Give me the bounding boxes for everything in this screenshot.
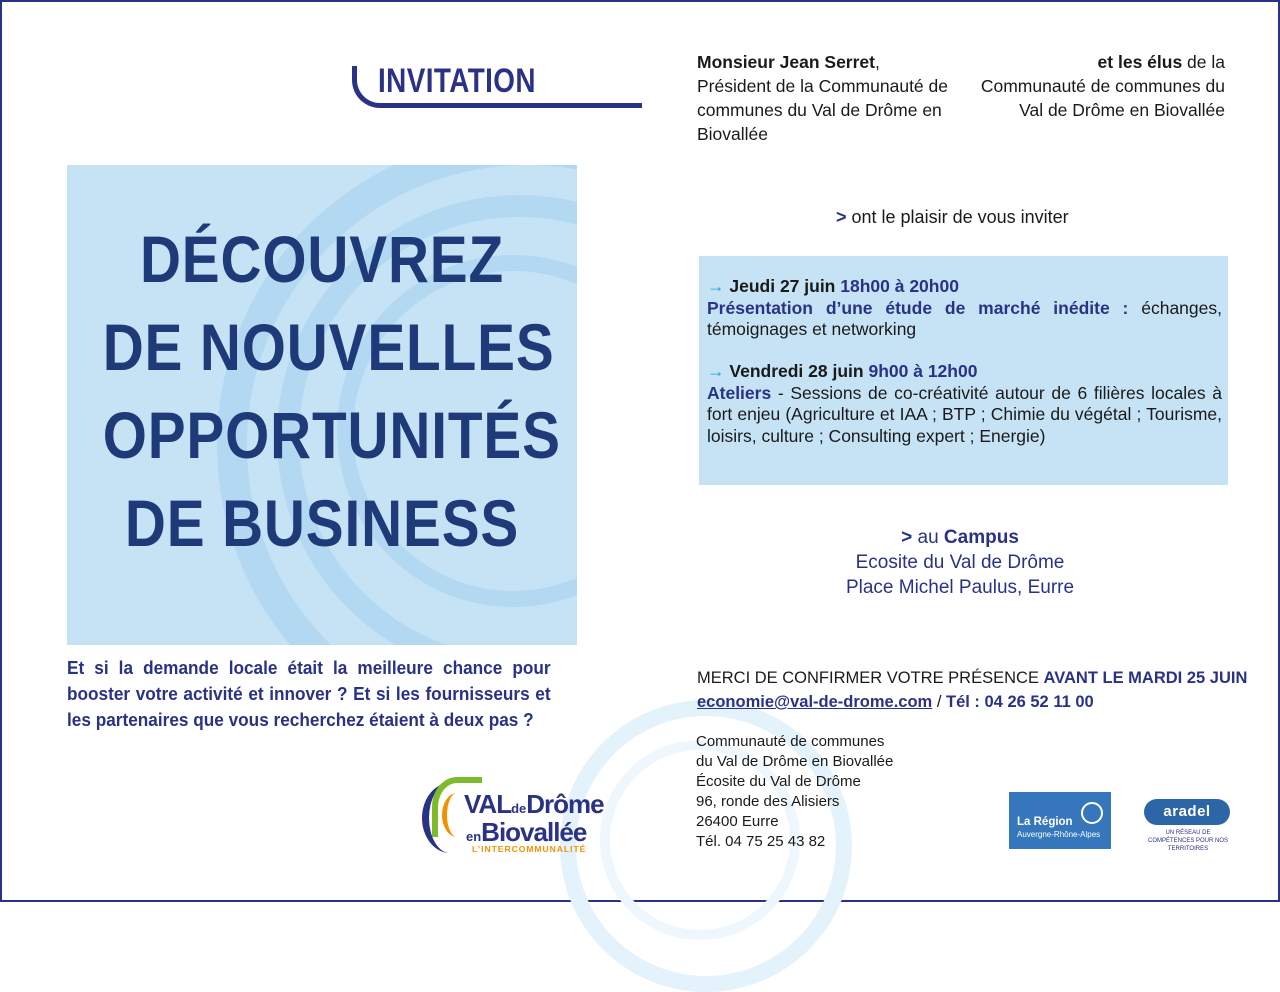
- events-panel: [699, 256, 1228, 485]
- rsvp-phone: Tél : 04 26 52 11 00: [946, 693, 1094, 711]
- region-name: La Région: [1017, 816, 1073, 828]
- invitation-header: [352, 62, 642, 114]
- address-line: 26400 Eurre: [696, 813, 779, 830]
- host-elected-org: Communauté de communes du Val de Drôme en Biovallée: [980, 76, 1225, 120]
- venue-prefix: au: [912, 527, 944, 548]
- invite-text: ont le plaisir de vous inviter: [846, 207, 1069, 227]
- logo-en: en: [466, 829, 482, 844]
- logo-val: VAL: [464, 789, 512, 819]
- arrow-right-icon: →: [707, 276, 725, 296]
- invitation-label: INVITATION: [378, 62, 536, 100]
- chevron-right-icon: >: [836, 207, 847, 227]
- event-description: - Sessions de co-créativité autour de 6 filières locales à fort enjeu (Agriculture et IAA ; BTP ; Chimie du végétal ; Tourisme, loisirs, culture ; Consulting expert ; Energie): [707, 382, 1222, 446]
- event-description: échanges, témoignages et networking: [707, 297, 1222, 339]
- hero-title-line: DÉCOUVREZ: [139, 222, 505, 296]
- aradel-logo: [1144, 797, 1232, 852]
- rsvp-separator: /: [932, 693, 946, 711]
- logo-de: de: [511, 801, 527, 816]
- address-line: Communauté de communes: [696, 733, 885, 750]
- event-topic: Présentation d’une étude de marché inédite :: [707, 297, 1129, 318]
- region-emblem-icon: [1081, 802, 1103, 824]
- rsvp-email-link[interactable]: economie@val-de-drome.com: [697, 693, 933, 711]
- hero-title-line: DE BUSINESS: [124, 486, 520, 560]
- event-day: Vendredi 28 juin: [729, 361, 864, 381]
- logo-tagline: L’INTERCOMMUNALITÉ: [472, 844, 587, 854]
- hero-title-line: DE NOUVELLES: [102, 310, 555, 384]
- host-elected-rest: de la: [1182, 52, 1225, 72]
- event-day: Jeudi 27 juin: [729, 276, 836, 296]
- chevron-right-icon: >: [901, 527, 913, 548]
- rsvp-deadline: AVANT LE MARDI 25 JUIN: [1043, 669, 1248, 687]
- hero-title: [67, 215, 577, 567]
- arrow-right-icon: →: [707, 361, 725, 381]
- aradel-subtitle: UN RÉSEAU DE COMPÉTENCES POUR NOS TERRITOIRES: [1147, 830, 1228, 852]
- address-line: du Val de Drôme en Biovallée: [696, 753, 894, 770]
- region-auvergne-rhone-alpes-logo: [1009, 792, 1111, 849]
- venue-name: Campus: [943, 527, 1019, 548]
- logo-line-1: [464, 789, 604, 820]
- hero-panel: [67, 165, 577, 645]
- intro-question: Et si la demande locale était la meilleure chance pour booster votre activité et innover ? Et si les fournisseurs et les partenaires que vous recherchez étaient à deux pas ?: [67, 657, 551, 730]
- address-line: Écosite du Val de Drôme: [696, 773, 861, 790]
- host-president-role: Président de la: [697, 76, 819, 96]
- event-topic: Ateliers: [707, 382, 772, 403]
- event-item: [707, 361, 1222, 447]
- rsvp: [697, 666, 1248, 714]
- host-elected: [955, 50, 1225, 122]
- host-elected-bold: et les élus: [1097, 52, 1183, 72]
- event-item: [707, 276, 1222, 341]
- hero-title-line: OPPORTUNITÉS: [102, 398, 561, 472]
- event-time: 18h00 à 20h00: [840, 276, 959, 296]
- address-line: Tél. 04 75 25 43 82: [696, 833, 826, 850]
- logo-biovallee: Biovallée: [481, 817, 587, 847]
- address-line: 96, ronde des Alisiers: [696, 793, 840, 810]
- invitation-underline: [388, 103, 642, 108]
- venue-line-3: Place Michel Paulus, Eurre: [845, 577, 1075, 598]
- rsvp-prefix: MERCI DE CONFIRMER VOTRE PRÉSENCE: [697, 669, 1044, 687]
- venue-line-2: Ecosite du Val de Drôme: [855, 552, 1065, 573]
- invite-line: [836, 207, 1069, 228]
- region-subtitle: Auvergne-Rhône-Alpes: [1017, 830, 1101, 839]
- logo-drome: Drôme: [526, 789, 604, 819]
- host-president-org: Communauté de communes du Val de Drôme en Biovallée: [697, 76, 948, 144]
- organizer-address: [696, 732, 936, 852]
- host-president: [697, 50, 977, 146]
- aradel-name: aradel: [1144, 799, 1230, 825]
- val-de-drome-logo: [420, 775, 620, 857]
- host-comma: ,: [874, 52, 880, 72]
- venue: [810, 525, 1110, 600]
- event-time: 9h00 à 12h00: [868, 361, 978, 381]
- host-president-name: Monsieur Jean Serret: [697, 52, 875, 72]
